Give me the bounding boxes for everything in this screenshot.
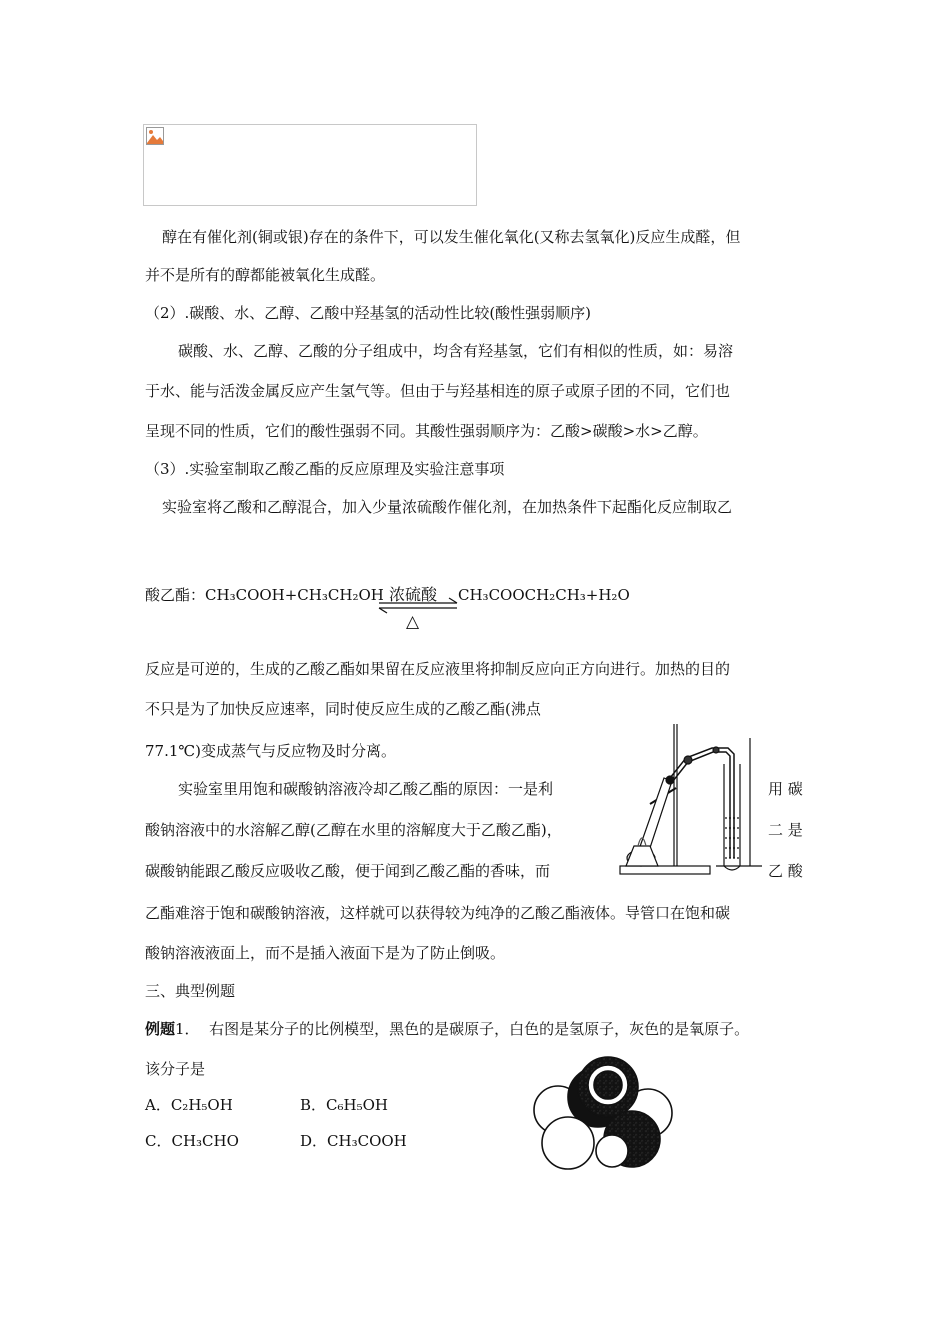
section-heading: （2）.碳酸、水、乙醇、乙酸中羟基氢的活动性比较(酸性强弱顺序) <box>145 304 592 322</box>
paragraph-line: 酸钠溶液中的水溶解乙醇(乙醇在水里的溶解度大于乙酸乙酯)， <box>145 821 562 839</box>
paragraph-line: 乙酯难溶于饱和碳酸钠溶液，这样就可以获得较为纯净的乙酸乙酯液体。导管口在饱和碳 <box>145 904 731 922</box>
example-question-cont: 该分子是 <box>145 1060 206 1078</box>
broken-image-placeholder <box>143 124 477 206</box>
section-heading: （3）.实验室制取乙酸乙酯的反应原理及实验注意事项 <box>145 460 505 478</box>
paragraph-line: 呈现不同的性质，它们的酸性强弱不同。其酸性强弱顺序为：乙酸>碳酸>水>乙醇。 <box>145 422 708 440</box>
paragraph-line: 并不是所有的醇都能被氧化生成醛。 <box>145 266 386 284</box>
broken-image-icon <box>146 127 164 145</box>
paragraph-line: 乙 酸 <box>768 862 803 880</box>
section-heading: 三、典型例题 <box>145 982 236 1000</box>
equation-prefix: 酸乙酯： <box>145 586 206 604</box>
example-number: 1． <box>175 1020 200 1038</box>
example-text: 右图是某分子的比例模型，黑色的是碳原子，白色的是氢原子，灰色的是氧原子。 <box>209 1020 750 1038</box>
paragraph-line: 不只是为了加快反应速率，同时使反应生成的乙酸乙酯(沸点 <box>145 700 541 718</box>
paragraph-line: 酸钠溶液液面上，而不是插入液面下是为了防止倒吸。 <box>145 944 506 962</box>
paragraph-line: 反应是可逆的，生成的乙酸乙酯如果留在反应液里将抑制反应向正方向进行。加热的目的 <box>145 660 731 678</box>
option-d: D．CH₃COOH <box>300 1132 407 1150</box>
paragraph-line: 77.1℃)变成蒸气与反应物及时分离。 <box>145 742 397 760</box>
equation-reactants: CH₃COOH+CH₃CH₂OH <box>205 586 384 604</box>
paragraph-line: 实验室将乙酸和乙醇混合，加入少量浓硫酸作催化剂，在加热条件下起酯化反应制取乙 <box>162 498 733 516</box>
paragraph-line: 于水、能与活泼金属反应产生氢气等。但由于与羟基相连的原子或原子团的不同，它们也 <box>145 382 731 400</box>
paragraph-line: 二 是 <box>768 821 803 839</box>
equation-line <box>145 585 384 605</box>
paragraph-line: 碳酸、水、乙醇、乙酸的分子组成中，均含有羟基氢，它们有相似的性质，如：易溶 <box>178 342 734 360</box>
paragraph-line: 用 碳 <box>768 780 803 798</box>
option-c: C．CH₃CHO <box>145 1132 239 1150</box>
ester-apparatus-illustration <box>616 718 766 878</box>
equation-condition-catalyst: 浓硫酸 <box>389 585 438 604</box>
molecule-model-illustration <box>530 1055 675 1173</box>
example-label: 例题 <box>145 1020 176 1038</box>
paragraph-line: 碳酸钠能跟乙酸反应吸收乙酸，便于闻到乙酸乙酯的香味，而 <box>145 862 551 880</box>
equation-condition-heat: △ <box>406 612 420 632</box>
example-question <box>145 1019 749 1039</box>
paragraph-line: 实验室里用饱和碳酸钠溶液冷却乙酸乙酯的原因：一是利 <box>178 780 554 798</box>
option-b: B．C₆H₅OH <box>300 1096 388 1114</box>
equation-products: CH₃COOCH₂CH₃+H₂O <box>458 586 630 604</box>
option-a: A．C₂H₅OH <box>145 1096 233 1114</box>
paragraph-line: 醇在有催化剂(铜或银)存在的条件下，可以发生催化氧化(又称去氢氧化)反应生成醛，但 <box>162 228 741 246</box>
